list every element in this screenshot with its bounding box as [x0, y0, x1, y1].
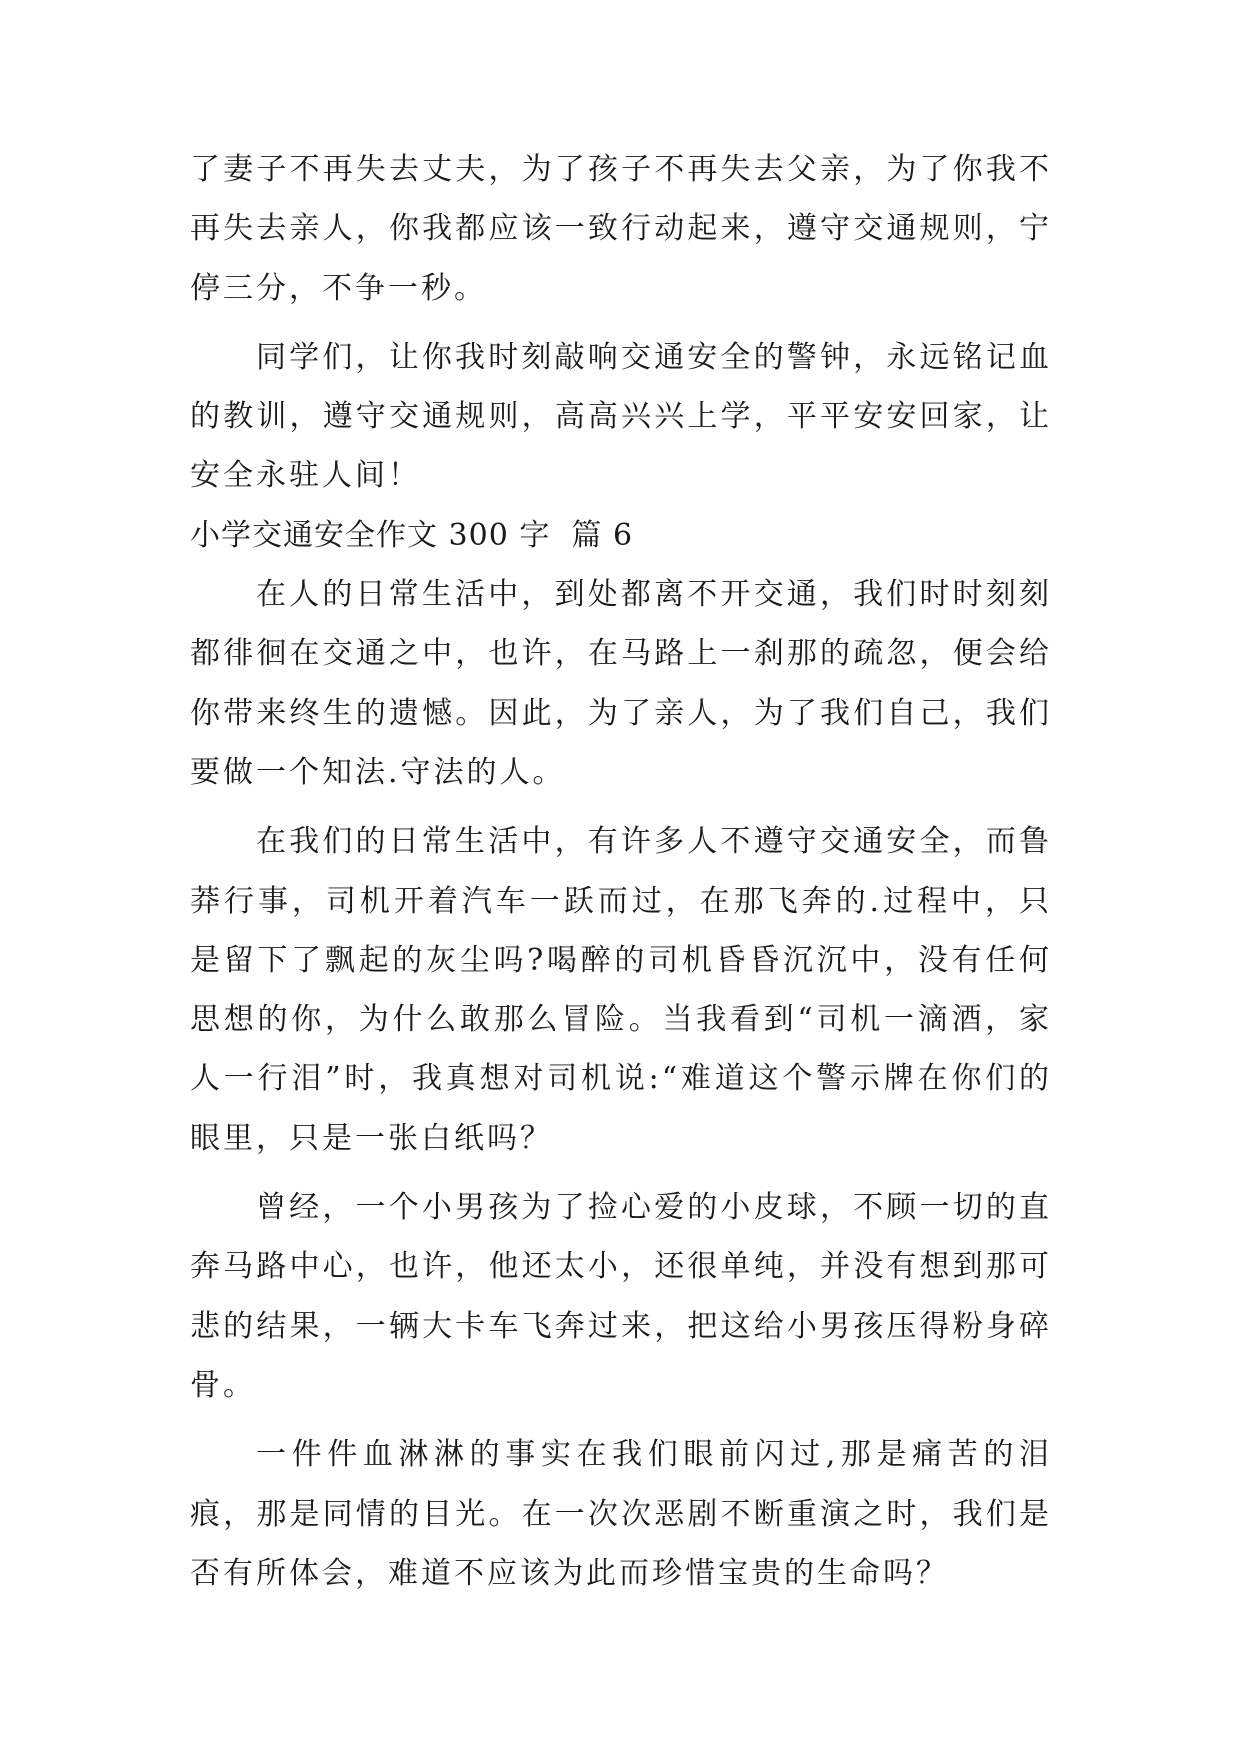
- paragraph-continued: 了妻子不再失去丈夫，为了孩子不再失去父亲，为了你我不再失去亲人，你我都应该一致行动起来，遵守交通规则，宁停三分，不争一秒。: [190, 152, 1052, 306]
- paragraph: 同学们，让你我时刻敲响交通安全的警钟，永远铭记血的教训，遵守交通规则，高高兴兴上学，平平安安回家，让安全永驻人间！: [190, 339, 1052, 494]
- document-page: [190, 140, 1052, 1603]
- paragraph: 在人的日常生活中，到处都离不开交通，我们时时刻刻都徘徊在交通之中，也许，在马路上一刹那的疏忽，便会给你带来终生的遗憾。因此，为了亲人，为了我们自己，我们要做一个知法.守法的人。: [190, 577, 1052, 790]
- paragraph: 在我们的日常生活中，有许多人不遵守交通安全，而鲁莽行事，司机开着汽车一跃而过，在那飞奔的.过程中，只是留下了飘起的灰尘吗?喝醉的司机昏昏沉沉中，没有任何思想的你，为什么敢那么冒险。当我看到“司机一滴酒，家人一行泪”时，我真想对司机说:“难道这个警示牌在你们的眼里，只是一张白纸吗？: [190, 824, 1052, 1156]
- paragraph: 一件件血淋淋的事实在我们眼前闪过,那是痛苦的泪痕，那是同情的目光。在一次次恶剧不断重演之时，我们是否有所体会，难道不应该为此而珍惜宝贵的生命吗？: [190, 1437, 1052, 1591]
- section-heading: 小学交通安全作文 300 字 篇 6: [190, 517, 634, 553]
- paragraph: 曾经，一个小男孩为了捡心爱的小皮球，不顾一切的直奔马路中心，也许，他还太小，还很单纯，并没有想到那可悲的结果，一辆大卡车飞奔过来，把这给小男孩压得粉身碎骨。: [190, 1190, 1052, 1403]
